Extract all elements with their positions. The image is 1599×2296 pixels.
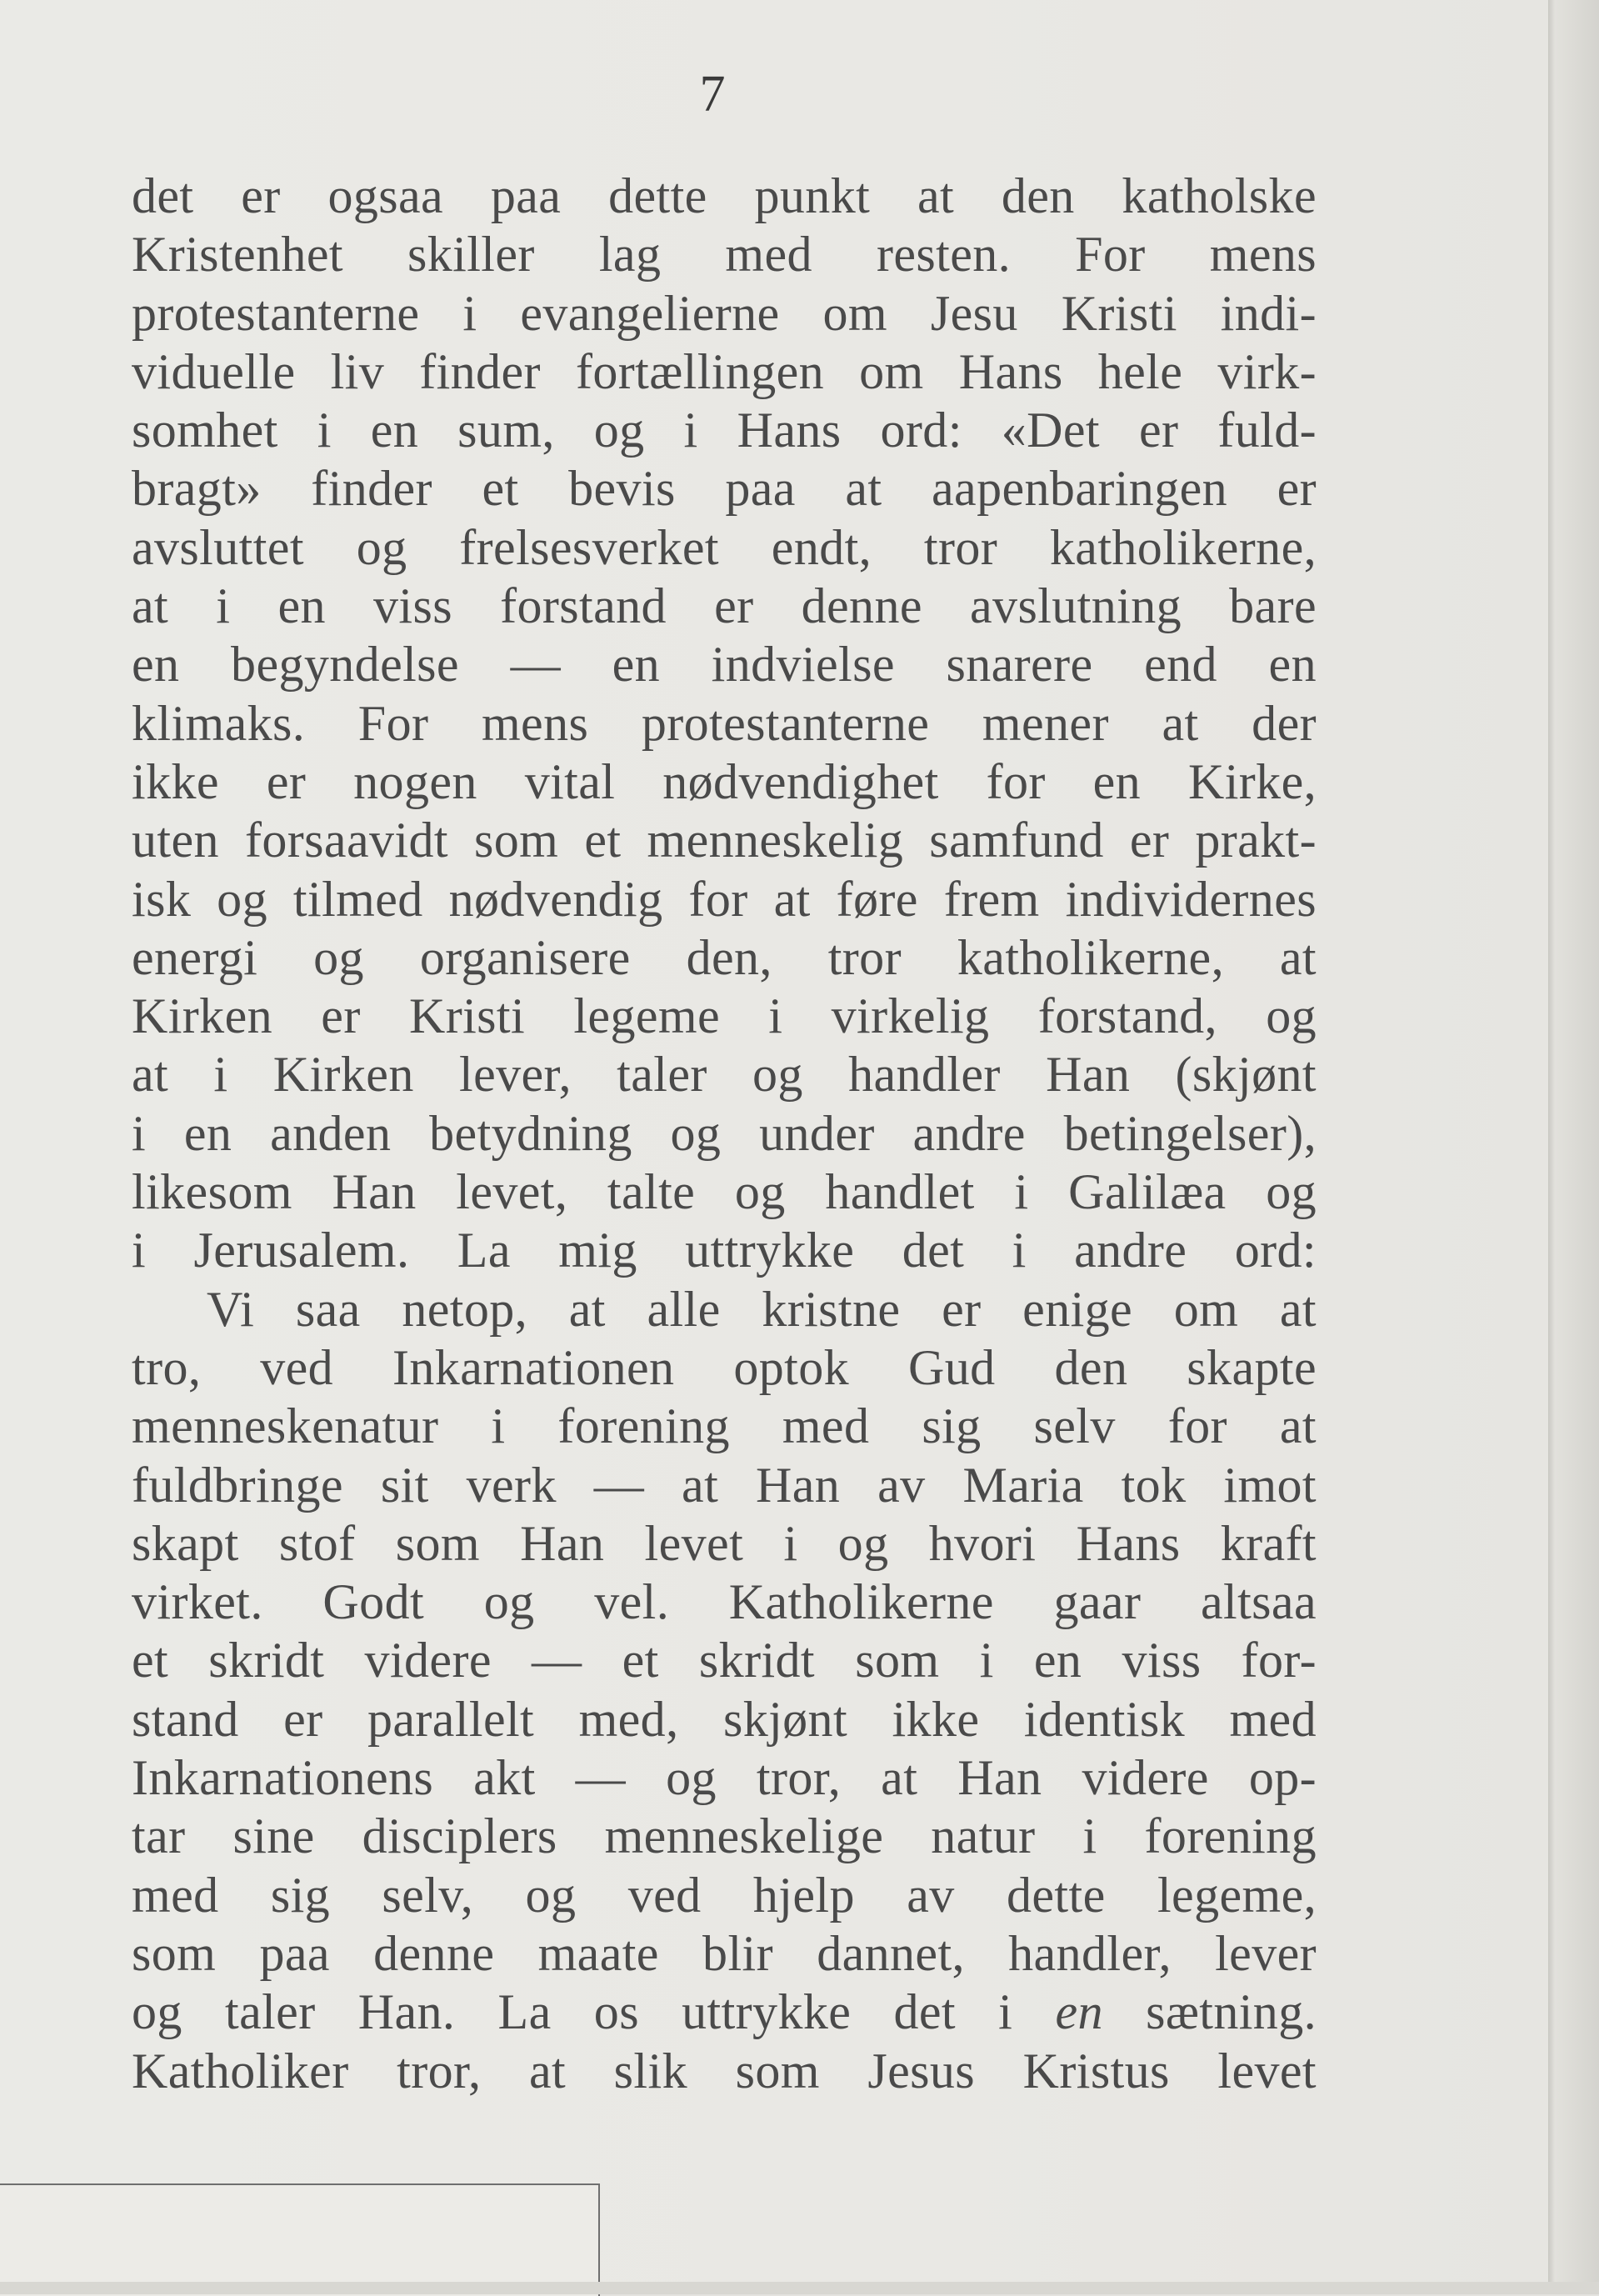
body-text (132, 167, 1317, 2100)
text-line: det er ogsaa paa dette punkt at den katholske (132, 168, 1317, 223)
bottom-edge-shadow (0, 2282, 1599, 2294)
text-line: skapt stof som Han levet i og hvori Hans kraft (132, 1515, 1317, 1571)
text-line: som paa denne maate blir dannet, handler, lever (132, 1925, 1317, 1981)
text-line-end: sætning. (1102, 1984, 1317, 2040)
text-line: protestanterne i evangelierne om Jesu Kristi indi- (132, 285, 1317, 341)
text-line: somhet i en sum, og i Hans ord: «Det er fuld- (132, 403, 1317, 458)
text-line: at i Kirken lever, taler og handler Han (skjønt (132, 1047, 1317, 1103)
text-line-with-italic (132, 1983, 1317, 2041)
italic-word: en (1055, 1984, 1103, 2040)
text-line: at i en viss forstand er denne avslutning bare (132, 578, 1317, 634)
text-line: tro, ved Inkarnationen optok Gud den skapte (132, 1339, 1317, 1395)
text-line: Kirken er Kristi legeme i virkelig forstand, og (132, 988, 1317, 1044)
text-line: viduelle liv finder fortællingen om Hans hele virk- (132, 343, 1317, 399)
text-line: isk og tilmed nødvendig for at føre frem individernes (132, 871, 1317, 927)
text-line: Kristenhet skiller lag med resten. For mens (132, 227, 1317, 283)
text-line: bragt» finder et bevis paa at aapenbaringen er (132, 461, 1317, 517)
text-line: et skridt videre — et skridt som i en viss for- (132, 1633, 1317, 1688)
text-line: i en anden betydning og under andre betingelser), (132, 1105, 1317, 1161)
text-line: likesom Han levet, talte og handlet i Galilæa og (132, 1164, 1317, 1220)
text-line: avsluttet og frelsesverket endt, tror katholikerne, (132, 519, 1317, 575)
text-line: uten forsaavidt som et menneskelig samfund er prakt- (132, 813, 1317, 868)
text-line: fuldbringe sit verk — at Han av Maria tok imot (132, 1457, 1317, 1513)
text-line-start: og taler Han. La os uttrykke det i (132, 1984, 1056, 2040)
text-line: en begyndelse — en indvielse snarere end en (132, 637, 1317, 693)
text-line: med sig selv, og ved hjelp av dette legeme, (132, 1867, 1317, 1923)
text-line: menneskenatur i forening med sig selv for at (132, 1398, 1317, 1454)
page-number: 7 (699, 66, 726, 123)
text-line: tar sine disciplers menneskelige natur i forening (132, 1808, 1317, 1864)
text-line: ikke er nogen vital nødvendighet for en Kirke, (132, 753, 1317, 809)
page-edge-shadow (1548, 0, 1599, 2294)
text-line: Katholiker tror, at slik som Jesus Kristus levet (132, 2043, 1317, 2098)
text-line: virket. Godt og vel. Katholikerne gaar altsaa (132, 1574, 1317, 1630)
text-line: i Jerusalem. La mig uttrykke det i andre ord: (132, 1223, 1317, 1278)
text-line: Inkarnationens akt — og tror, at Han videre op- (132, 1750, 1317, 1806)
text-line: klimaks. For mens protestanterne mener at der (132, 695, 1317, 751)
text-line: energi og organisere den, tror katholikerne, at (132, 929, 1317, 985)
text-line: stand er parallelt med, skjønt ikke identisk med (132, 1691, 1317, 1747)
library-label-box (0, 2183, 600, 2296)
text-line-paragraph-start: Vi saa netop, at alle kristne er enige om at (207, 1281, 1317, 1337)
